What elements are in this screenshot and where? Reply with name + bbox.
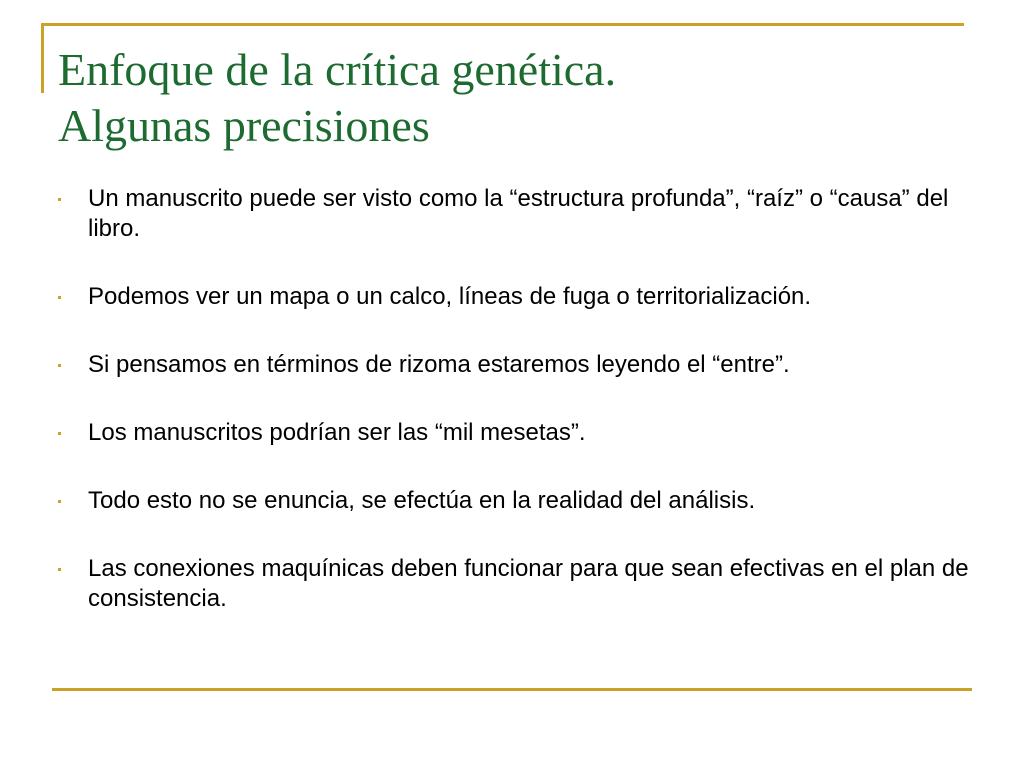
bullet-text: Podemos ver un mapa o un calco, líneas de fuga o territorialización. (88, 283, 812, 310)
bullet-marker-icon (58, 296, 61, 299)
bullet-item (52, 554, 972, 614)
slide-title-line-1: Enfoque de la crítica genética. (58, 44, 617, 95)
frame-top-rule (41, 23, 964, 26)
bullet-text: Los manuscritos podrían ser las “mil mesetas”. (88, 419, 586, 446)
bullet-item (52, 350, 972, 380)
slide-title (58, 42, 958, 154)
bullet-marker-icon (58, 198, 61, 201)
frame-left-rule (41, 23, 44, 93)
bullet-marker-icon (58, 432, 61, 435)
bullet-text: Las conexiones maquínicas deben funcionar para que sean efectivas en el plan de consistencia. (88, 555, 969, 612)
frame-bottom-rule (52, 688, 972, 691)
bullet-marker-icon (58, 500, 61, 503)
bullet-text: Un manuscrito puede ser visto como la “estructura profunda”, “raíz” o “causa” del libro. (88, 185, 949, 242)
bullet-item (52, 184, 972, 244)
bullet-item (52, 418, 972, 448)
bullet-list (52, 184, 972, 652)
bullet-text: Si pensamos en términos de rizoma estaremos leyendo el “entre”. (88, 351, 790, 378)
bullet-text: Todo esto no se enuncia, se efectúa en la realidad del análisis. (88, 487, 756, 514)
bullet-marker-icon (58, 364, 61, 367)
bullet-marker-icon (58, 568, 61, 571)
slide-title-line-2: Algunas precisiones (58, 100, 430, 151)
bullet-item (52, 282, 972, 312)
bullet-item (52, 486, 972, 516)
